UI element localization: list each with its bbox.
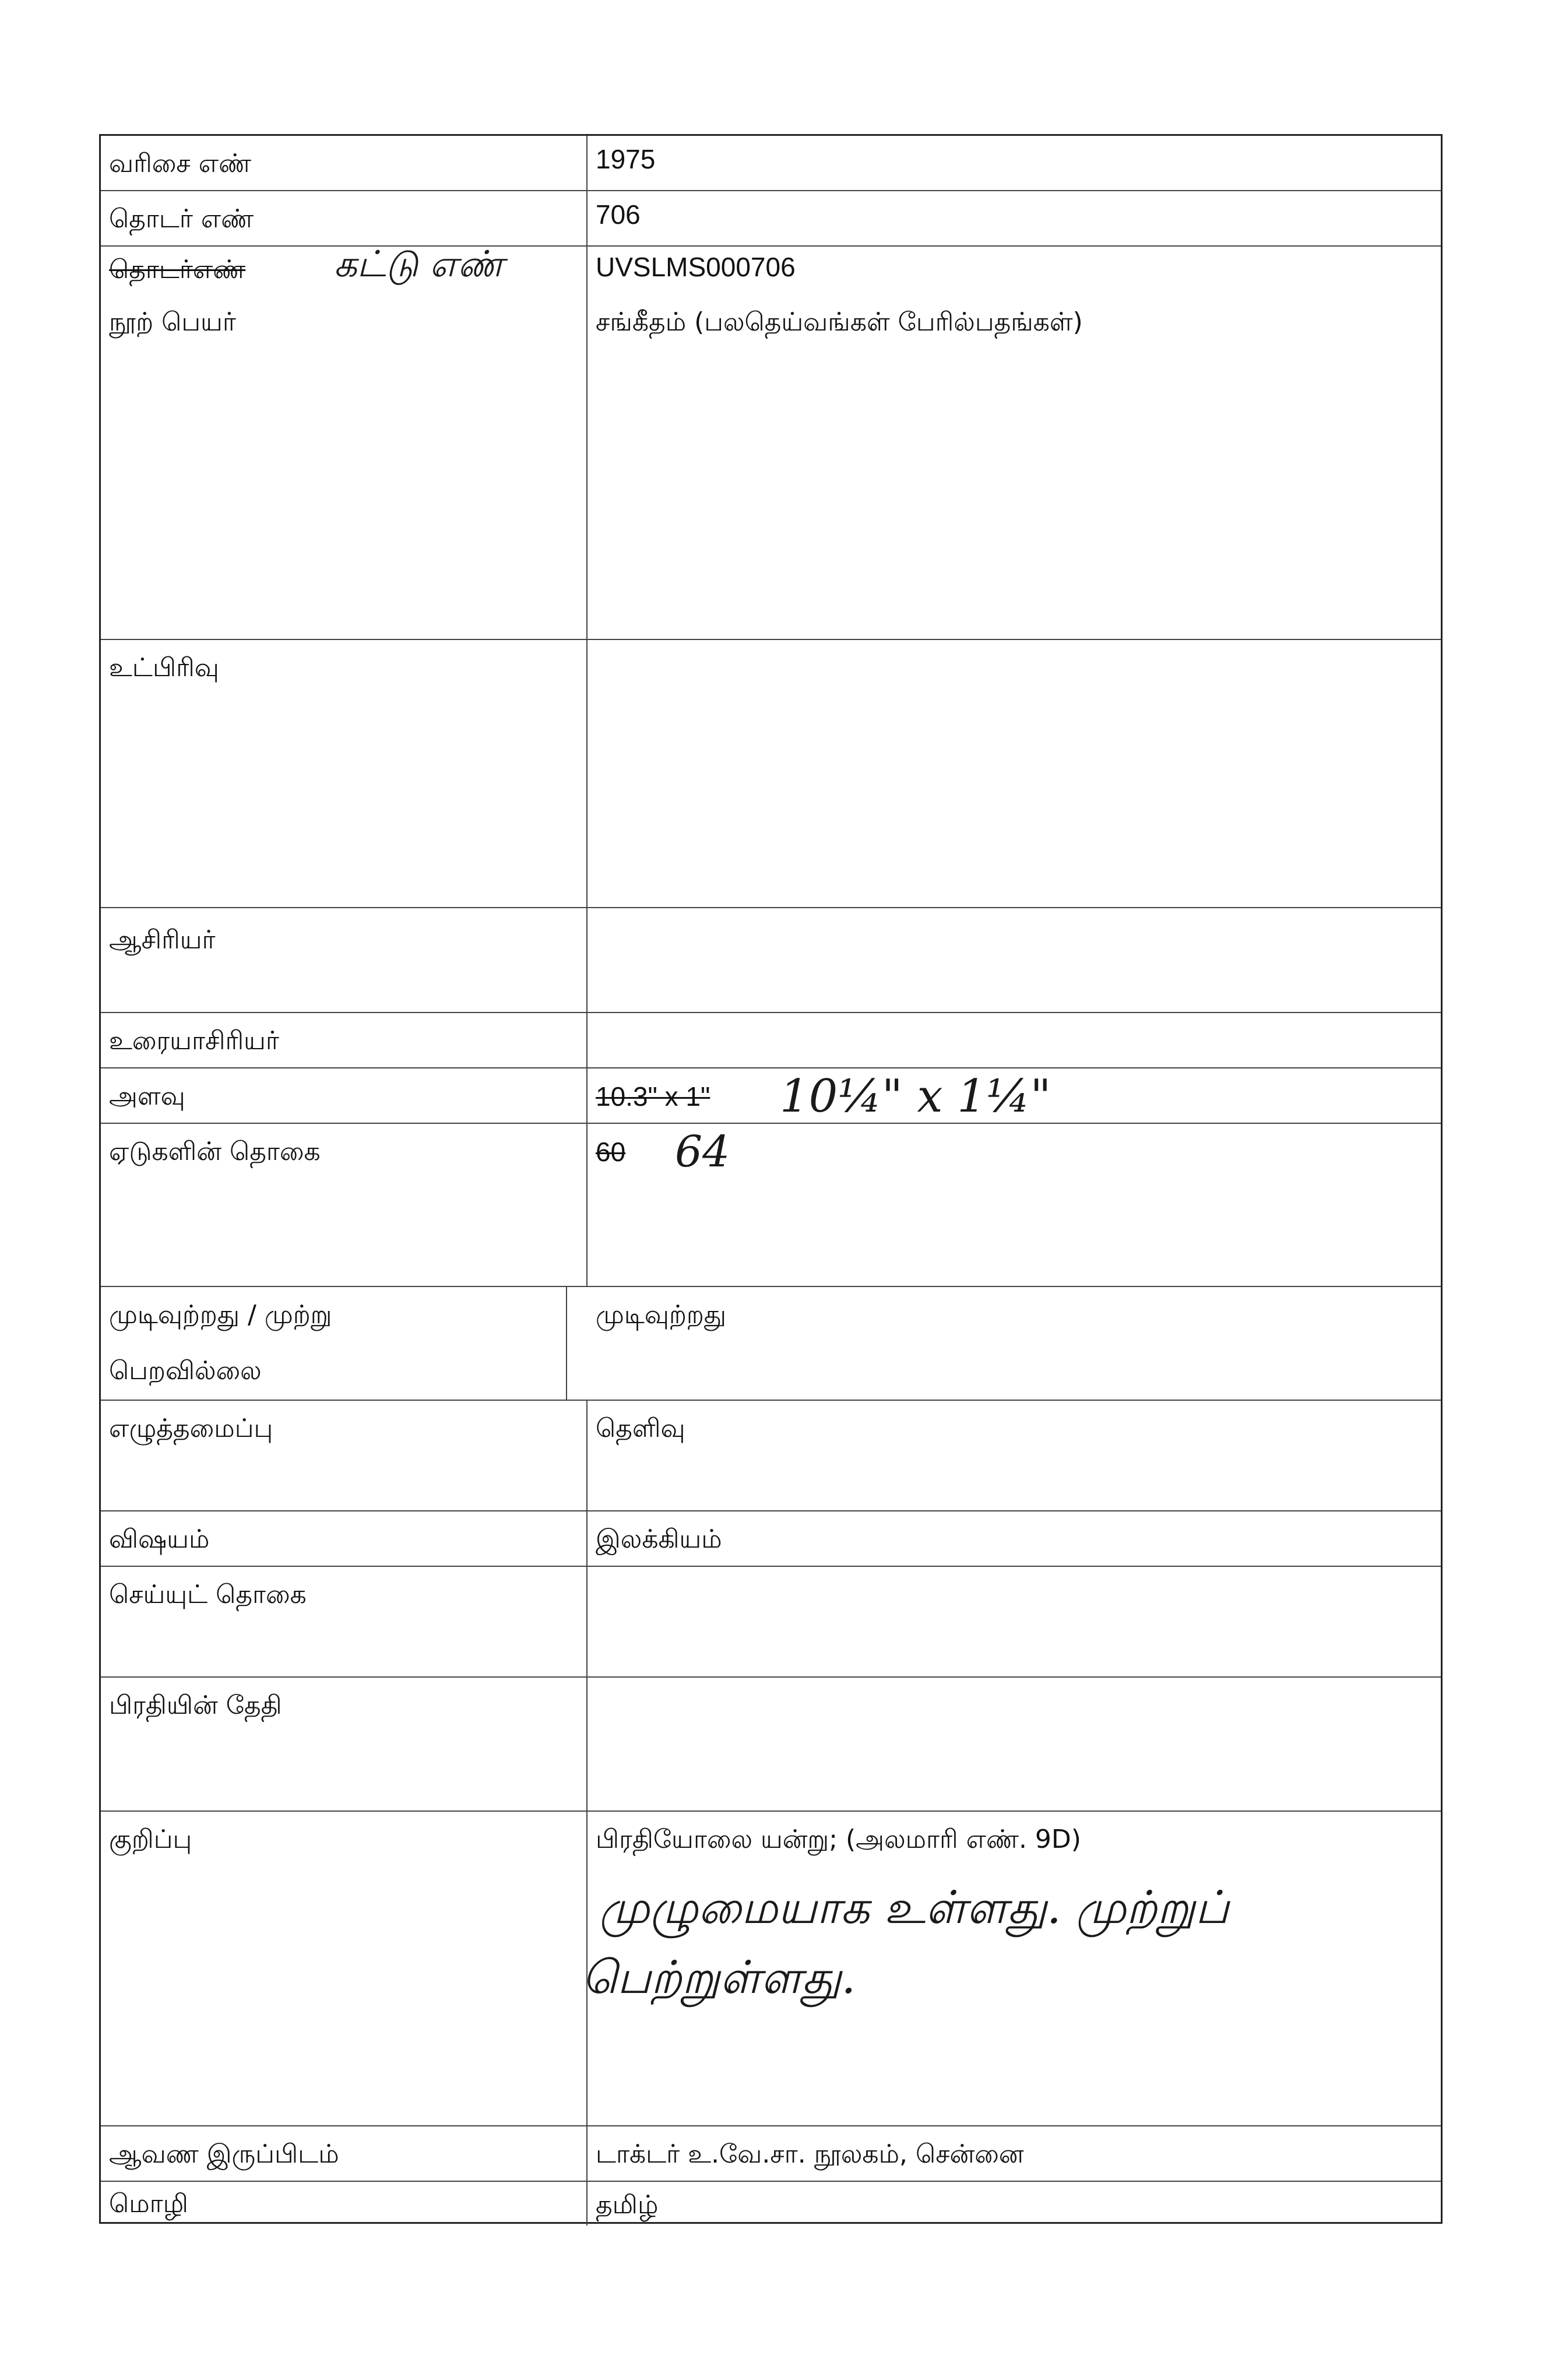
- row-completeness: [101, 1287, 1441, 1401]
- row-leaf-count: [101, 1124, 1441, 1287]
- row-notes: [101, 1812, 1441, 2126]
- script-value: தெளிவு: [596, 1414, 685, 1443]
- notes-handwritten-line2: பெற்றுள்ளது.: [582, 1952, 856, 2004]
- series-no-label: தொடர் எண்: [101, 191, 587, 245]
- script-label: எழுத்தமைப்பு: [101, 1401, 587, 1510]
- commentator-value: [587, 1013, 1441, 1067]
- completeness-label: [101, 1287, 567, 1400]
- row-title: [101, 299, 1441, 640]
- language-value: தமிழ்: [596, 2190, 659, 2220]
- location-label: ஆவண இருப்பிடம்: [101, 2126, 587, 2181]
- notes-value: [582, 1812, 1441, 2125]
- title-value: சங்கீதம் (பலதெய்வங்கள் பேரில்பதங்கள்): [596, 307, 1083, 337]
- notes-printed: பிரதியோலை யன்று; (அலமாரி எண். 9D): [596, 1824, 1081, 1854]
- verse-count-label: செய்யுட் தொகை: [101, 1567, 587, 1676]
- bundle-no-label-handwritten: கட்டு எண்: [334, 242, 504, 285]
- row-series-no: [101, 191, 1441, 247]
- serial-no-value: 1975: [596, 144, 656, 174]
- series-no-value: 706: [596, 199, 641, 230]
- title-label: நூற் பெயர்: [101, 299, 587, 639]
- copy-date-label: பிரதியின் தேதி: [101, 1678, 587, 1811]
- row-location: [101, 2126, 1441, 2182]
- completeness-label-line1: முடிவுற்றது / முற்று: [109, 1300, 332, 1330]
- row-serial-no: [101, 136, 1441, 191]
- subdivision-label: உட்பிரிவு: [101, 640, 587, 907]
- language-label: மொழி: [101, 2182, 587, 2226]
- size-value-struck: 10.3" x 1": [596, 1081, 710, 1112]
- size-label: அளவு: [101, 1068, 587, 1123]
- row-verse-count: [101, 1567, 1441, 1678]
- leaf-count-value-struck: 60: [596, 1137, 626, 1167]
- row-script: [101, 1401, 1441, 1511]
- row-size: [101, 1068, 1441, 1124]
- commentator-label: உரையாசிரியர்: [101, 1013, 587, 1067]
- serial-no-label: வரிசை எண்: [101, 136, 587, 190]
- completeness-value: முடிவுற்றது: [596, 1300, 727, 1330]
- row-subdivision: [101, 640, 1441, 908]
- author-value: [587, 908, 1441, 1012]
- row-bundle-no: [101, 242, 1441, 299]
- verse-count-value: [587, 1567, 1441, 1676]
- copy-date-value: [587, 1678, 1441, 1811]
- size-value-handwritten: 10¼" x 1¼": [780, 1070, 1051, 1123]
- bundle-no-label-struck: தொடர்எண்: [109, 255, 246, 284]
- row-language: [101, 2182, 1441, 2226]
- notes-handwritten-line1: முழுமையாக உள்ளது. முற்றுப்: [599, 1882, 1229, 1934]
- notes-label: குறிப்பு: [101, 1812, 587, 2125]
- subject-label: விஷயம்: [101, 1511, 587, 1566]
- metadata-table: [99, 134, 1443, 2224]
- leaf-count-value-handwritten: 64: [675, 1127, 730, 1177]
- bundle-no-label: [101, 242, 587, 299]
- location-value: டாக்டர் உ.வே.சா. நூலகம், சென்னை: [596, 2139, 1024, 2169]
- author-label: ஆசிரியர்: [101, 908, 587, 1012]
- row-copy-date: [101, 1678, 1441, 1812]
- completeness-label-line2: பெறவில்லை: [109, 1356, 262, 1386]
- row-commentator: [101, 1013, 1441, 1068]
- leaf-count-label: ஏடுகளின் தொகை: [101, 1124, 587, 1286]
- leaf-count-value: [587, 1124, 1441, 1286]
- row-author: [101, 908, 1441, 1013]
- subdivision-value: [587, 640, 1441, 907]
- bundle-no-value: UVSLMS000706: [596, 252, 796, 282]
- row-subject: [101, 1511, 1441, 1567]
- subject-value: இலக்கியம்: [596, 1524, 722, 1554]
- size-value: [587, 1068, 1441, 1123]
